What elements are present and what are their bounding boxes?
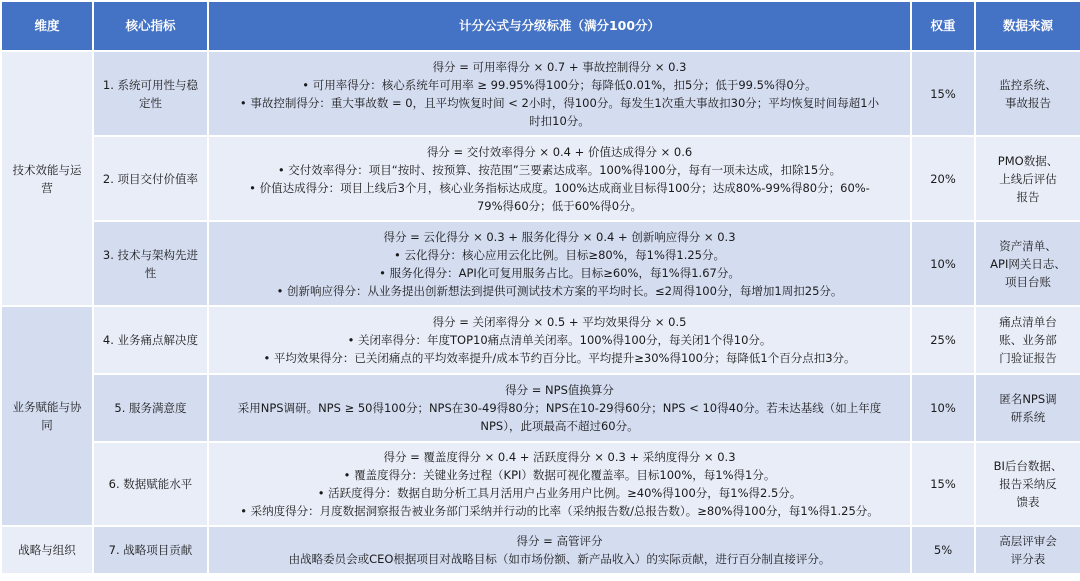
dimension-cell: 战略与组织 bbox=[1, 526, 93, 574]
formula-line: • 事故控制得分：重大事故数 = 0，且平均恢复时间 < 2小时，得100分。每发生1次重大事故扣30分；平均恢复时间每超1小 bbox=[239, 95, 880, 110]
header-row bbox=[1, 1, 1080, 51]
formula-cell bbox=[208, 442, 911, 526]
source-line: 痛点清单台 bbox=[999, 315, 1057, 329]
table-row bbox=[1, 136, 1080, 221]
source-cell bbox=[975, 136, 1080, 221]
indicator-cell: 4. 业务痛点解决度 bbox=[93, 306, 208, 374]
indicator-cell: 5. 服务满意度 bbox=[93, 374, 208, 442]
weight-cell: 15% bbox=[911, 442, 975, 526]
formula-line: • 交付效率得分：项目“按时、按预算、按范围”三要素达成率。100%得100分，每有一项未达成，扣除15分。 bbox=[277, 162, 842, 177]
formula-line: • 活跃度得分：数据自助分析工具月活用户占业务用户比例。≥40%得100分，每1%得2.5分。 bbox=[317, 486, 802, 500]
formula-line: • 可用率得分：核心系统年可用率 ≥ 99.95%得100分；每降低0.01%，扣5分；低于99.5%得0分。 bbox=[302, 77, 817, 92]
indicator-cell: 2. 项目交付价值率 bbox=[93, 136, 208, 221]
formula-cell bbox=[208, 526, 911, 574]
formula-line: • 覆盖度得分：关键业务过程（KPI）数据可视化覆盖率。目标100%，每1%得1分。 bbox=[343, 468, 776, 482]
source-line: 评分表 bbox=[1010, 552, 1046, 566]
source-line: 高层评审会 bbox=[999, 534, 1057, 548]
indicator-cell: 7. 战略项目贡献 bbox=[93, 526, 208, 574]
header-dimension: 维度 bbox=[1, 1, 93, 51]
weight-cell: 25% bbox=[911, 306, 975, 374]
weight-cell: 10% bbox=[911, 374, 975, 442]
source-line: 匿名NPS调 bbox=[999, 392, 1057, 406]
formula-cell bbox=[208, 306, 911, 374]
weight-cell: 5% bbox=[911, 526, 975, 574]
source-cell bbox=[975, 526, 1080, 574]
indicator-cell: 1. 系统可用性与稳定性 bbox=[93, 51, 208, 136]
formula-line: • 价值达成得分：项目上线后3个月，核心业务指标达成度。100%达成商业目标得100分；达成80%-99%得80分；60%- bbox=[249, 180, 870, 195]
formula-line: • 关闭率得分：年度TOP10痛点清单关闭率。100%得100分，每关闭1个得10分。 bbox=[347, 333, 772, 347]
formula-line: NPS），此项最高不超过60分。 bbox=[480, 419, 639, 433]
formula-line: 79%得60分；低于60%得0分。 bbox=[476, 198, 643, 213]
source-cell bbox=[975, 442, 1080, 526]
table-row bbox=[1, 526, 1080, 574]
formula-line: • 云化得分：核心应用云化比例。目标≥80%，每1%得1.25分。 bbox=[394, 247, 725, 262]
source-line: 研系统 bbox=[1010, 410, 1046, 424]
weight-cell: 15% bbox=[911, 51, 975, 136]
formula-cell bbox=[208, 51, 911, 136]
formula-line: 得分 = 云化得分 × 0.3 + 服务化得分 × 0.4 + 创新响应得分 × 0.3 bbox=[383, 229, 736, 244]
formula-line: 得分 = 交付效率得分 × 0.4 + 价值达成得分 × 0.6 bbox=[426, 144, 693, 159]
formula-line: 得分 = 关闭率得分 × 0.5 + 平均效果得分 × 0.5 bbox=[432, 315, 687, 329]
source-cell bbox=[975, 51, 1080, 136]
formula-line: 得分 = 覆盖度得分 × 0.4 + 活跃度得分 × 0.3 + 采纳度得分 × 0.3 bbox=[383, 450, 736, 464]
dimension-cell: 业务赋能与协同 bbox=[1, 306, 93, 526]
source-line: PMO数据、 bbox=[997, 153, 1059, 168]
dimension-cell: 技术效能与运营 bbox=[1, 51, 93, 306]
source-cell bbox=[975, 221, 1080, 306]
source-line: 账、业务部 bbox=[999, 333, 1057, 347]
source-cell bbox=[975, 306, 1080, 374]
formula-line: 得分 = 可用率得分 × 0.7 + 事故控制得分 × 0.3 bbox=[432, 59, 687, 74]
header-formula: 计分公式与分级标准（满分100分） bbox=[208, 1, 911, 51]
formula-line: 采用NPS调研。NPS ≥ 50得100分；NPS在30-49得80分；NPS在10-29得60分；NPS < 10得40分。若未达基线（如上年度 bbox=[237, 401, 882, 415]
formula-cell bbox=[208, 374, 911, 442]
source-line: 事故报告 bbox=[1005, 95, 1051, 110]
weight-cell: 10% bbox=[911, 221, 975, 306]
source-line: BI后台数据、 bbox=[993, 459, 1063, 473]
table-row bbox=[1, 306, 1080, 374]
source-line: API网关日志、 bbox=[990, 256, 1066, 271]
source-line: 报告 bbox=[1016, 189, 1040, 204]
header-weight: 权重 bbox=[911, 1, 975, 51]
source-line: 馈表 bbox=[1016, 495, 1040, 509]
indicator-cell: 3. 技术与架构先进性 bbox=[93, 221, 208, 306]
header-indicator: 核心指标 bbox=[93, 1, 208, 51]
formula-line: 时扣10分。 bbox=[529, 113, 590, 128]
table-row bbox=[1, 374, 1080, 442]
formula-line: • 服务化得分：API化可复用服务占比。目标≥60%，每1%得1.67分。 bbox=[379, 265, 740, 280]
formula-line: • 创新响应得分：从业务提出创新想法到提供可测试技术方案的平均时长。≤2周得100分，每增加1周扣25分。 bbox=[276, 283, 843, 298]
formula-cell bbox=[208, 221, 911, 306]
weight-cell: 20% bbox=[911, 136, 975, 221]
table-row bbox=[1, 221, 1080, 306]
source-line: 资产清单、 bbox=[999, 238, 1057, 253]
source-line: 上线后评估 bbox=[999, 171, 1057, 186]
source-cell bbox=[975, 374, 1080, 442]
table-row bbox=[1, 442, 1080, 526]
formula-line: • 平均效果得分：已关闭痛点的平均效率提升/成本节约百分比。平均提升≥30%得100分；每降低1个百分点扣3分。 bbox=[263, 351, 856, 365]
source-line: 门验证报告 bbox=[999, 351, 1057, 365]
formula-line: 得分 = NPS值换算分 bbox=[505, 383, 614, 397]
formula-cell bbox=[208, 136, 911, 221]
source-line: 监控系统、 bbox=[999, 77, 1057, 92]
header-source: 数据来源 bbox=[975, 1, 1080, 51]
formula-line: 由战略委员会或CEO根据项目对战略目标（如市场份额、新产品收入）的实际贡献，进行百分制直接评分。 bbox=[288, 552, 831, 566]
formula-line: 得分 = 高管评分 bbox=[516, 534, 603, 548]
formula-line: • 采纳度得分：月度数据洞察报告被业务部门采纳并行动的比率（采纳报告数/总报告数）。≥80%得100分，每1%得1.25分。 bbox=[240, 504, 879, 518]
source-line: 报告采纳反 bbox=[999, 477, 1057, 491]
indicator-cell: 6. 数据赋能水平 bbox=[93, 442, 208, 526]
table-row bbox=[1, 51, 1080, 136]
source-line: 项目台账 bbox=[1005, 274, 1051, 289]
